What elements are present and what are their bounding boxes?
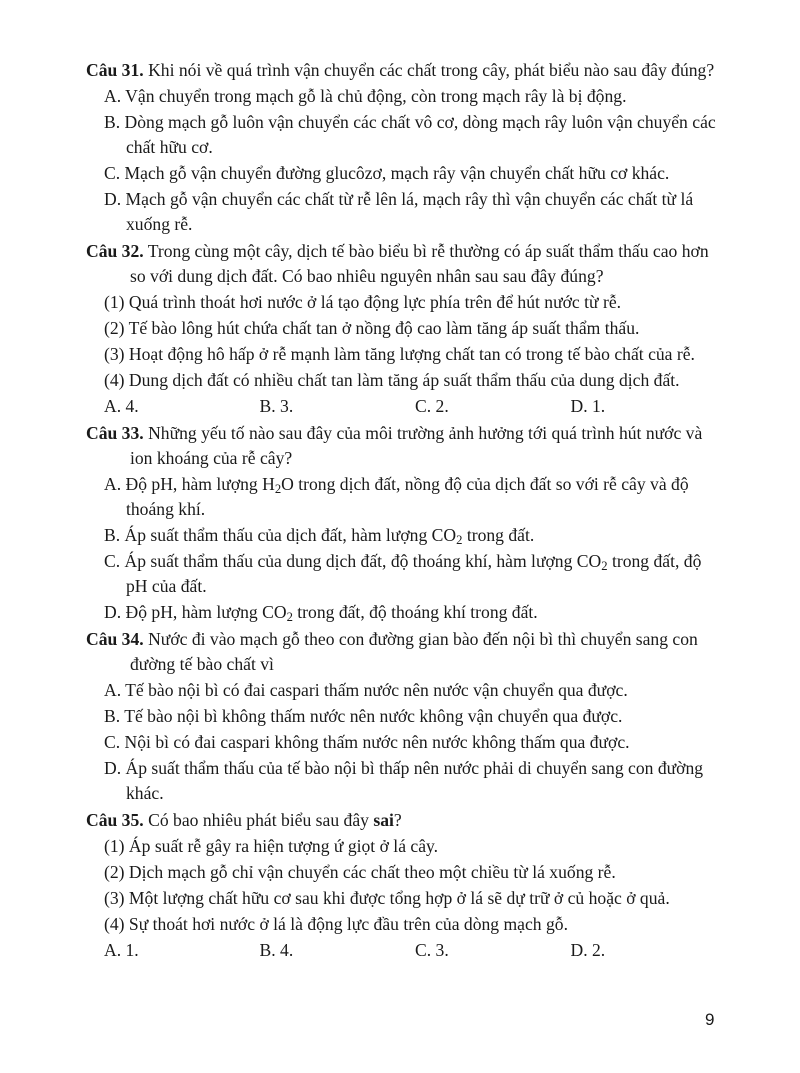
question-32-choice-b: B. 3. [259, 396, 294, 416]
question-34-option-a: A. Tế bào nội bì có đai caspari thấm nước nên nước vận chuyển qua được. [104, 680, 628, 700]
question-35-emphasis: sai [373, 810, 394, 830]
question-33-stem [86, 421, 726, 471]
page-number: 9 [705, 1010, 715, 1029]
question-33 [86, 421, 726, 625]
question-34 [86, 627, 726, 806]
question-31-text: Khi nói về quá trình vận chuyển các chất trong cây, phát biểu nào sau đây đúng? [143, 60, 715, 80]
question-34-text: Nước đi vào mạch gỗ theo con đường gian bào đến nội bì thì chuyển sang con đường tế bào chất vì [130, 629, 698, 674]
question-34-stem [86, 627, 726, 677]
question-32-item-1: (1) Quá trình thoát hơi nước ở lá tạo động lực phía trên để hút nước từ rễ. [104, 292, 622, 312]
question-33-text: Những yếu tố nào sau đây của môi trường ảnh hưởng tới quá trình hút nước và ion khoáng của rễ cây? [130, 423, 703, 468]
question-31-label: Câu 31. [86, 60, 144, 80]
question-35-choice-b: B. 4. [259, 940, 294, 960]
question-35-choice-a: A. 1. [104, 940, 139, 960]
question-32-item-2: (2) Tế bào lông hút chứa chất tan ở nồng độ cao làm tăng áp suất thẩm thấu. [104, 318, 640, 338]
question-35-item-4: (4) Sự thoát hơi nước ở lá là động lực đầu trên của dòng mạch gỗ. [104, 914, 568, 934]
question-33-option-d: D. Độ pH, hàm lượng $CO_2$ trong đất, độ thoáng khí trong đất. [104, 602, 538, 625]
question-31-option-b: B. Dòng mạch gỗ luôn vận chuyển các chất vô cơ, dòng mạch rây luôn vận chuyển các chất hữu cơ. [104, 112, 716, 157]
question-35-label: Câu 35. [86, 810, 144, 830]
question-34-label: Câu 34. [86, 629, 144, 649]
question-35-choice-c: C. 3. [415, 940, 449, 960]
question-32-label: Câu 32. [86, 241, 144, 261]
question-32-choices [86, 394, 726, 419]
question-34-option-c: C. Nội bì có đai caspari không thấm nước nên nước không thấm qua được. [104, 732, 630, 752]
question-32-choice-d: D. 1. [570, 396, 606, 416]
question-31-option-c: C. Mạch gỗ vận chuyển đường glucôzơ, mạch rây vận chuyển chất hữu cơ khác. [104, 163, 670, 183]
question-31-stem [86, 58, 726, 83]
question-33-label: Câu 33. [86, 423, 144, 443]
question-34-option-d: D. Áp suất thẩm thấu của tế bào nội bì thấp nên nước phải di chuyển sang con đường khác. [104, 758, 704, 803]
question-35-item-1: (1) Áp suất rễ gây ra hiện tượng ứ giọt ở lá cây. [104, 836, 439, 856]
question-32 [86, 239, 726, 419]
question-35-choice-d: D. 2. [570, 940, 606, 960]
question-32-choice-c: C. 2. [415, 396, 449, 416]
question-32-stem [86, 239, 726, 289]
question-32-text: Trong cùng một cây, dịch tế bào biểu bì rễ thường có áp suất thẩm thấu cao hơn so với dung dịch đất. Có bao nhiêu nguyên nhân sau sau đây đúng? [130, 241, 709, 286]
question-33-option-a: A. Độ pH, hàm lượng $H_2O$ trong dịch đất, nồng độ của dịch đất so với rễ cây và độ thoáng khí. [104, 474, 689, 519]
question-35-choices [86, 938, 726, 963]
question-32-item-3: (3) Hoạt động hô hấp ở rễ mạnh làm tăng lượng chất tan có trong tế bào chất của rễ. [104, 344, 695, 364]
question-32-item-4: (4) Dung dịch đất có nhiều chất tan làm tăng áp suất thẩm thấu của dung dịch đất. [104, 370, 680, 390]
question-list [86, 58, 726, 963]
question-33-option-c: C. Áp suất thẩm thấu của dung dịch đất, độ thoáng khí, hàm lượng $CO_2$ trong đất, độ pH của đất. [104, 551, 702, 596]
question-31-option-d: D. Mạch gỗ vận chuyển các chất từ rễ lên lá, mạch rây thì vận chuyển các chất từ lá xuống rễ. [104, 189, 694, 234]
question-35-item-3: (3) Một lượng chất hữu cơ sau khi được tổng hợp ở lá sẽ dự trữ ở củ hoặc ở quả. [104, 888, 670, 908]
question-33-option-b: B. Áp suất thẩm thấu của dịch đất, hàm lượng $CO_2$ trong đất. [104, 525, 535, 548]
question-31 [86, 58, 726, 237]
question-31-option-a: A. Vận chuyển trong mạch gỗ là chủ động, còn trong mạch rây là bị động. [104, 86, 627, 106]
question-34-option-b: B. Tế bào nội bì không thấm nước nên nước không vận chuyển qua được. [104, 706, 623, 726]
question-35-item-2: (2) Dịch mạch gỗ chỉ vận chuyển các chất theo một chiều từ lá xuống rễ. [104, 862, 616, 882]
question-35 [86, 808, 726, 963]
question-32-choice-a: A. 4. [104, 396, 139, 416]
question-35-stem: Câu 35. Có bao nhiêu phát biểu sau đây sai? [86, 810, 402, 830]
